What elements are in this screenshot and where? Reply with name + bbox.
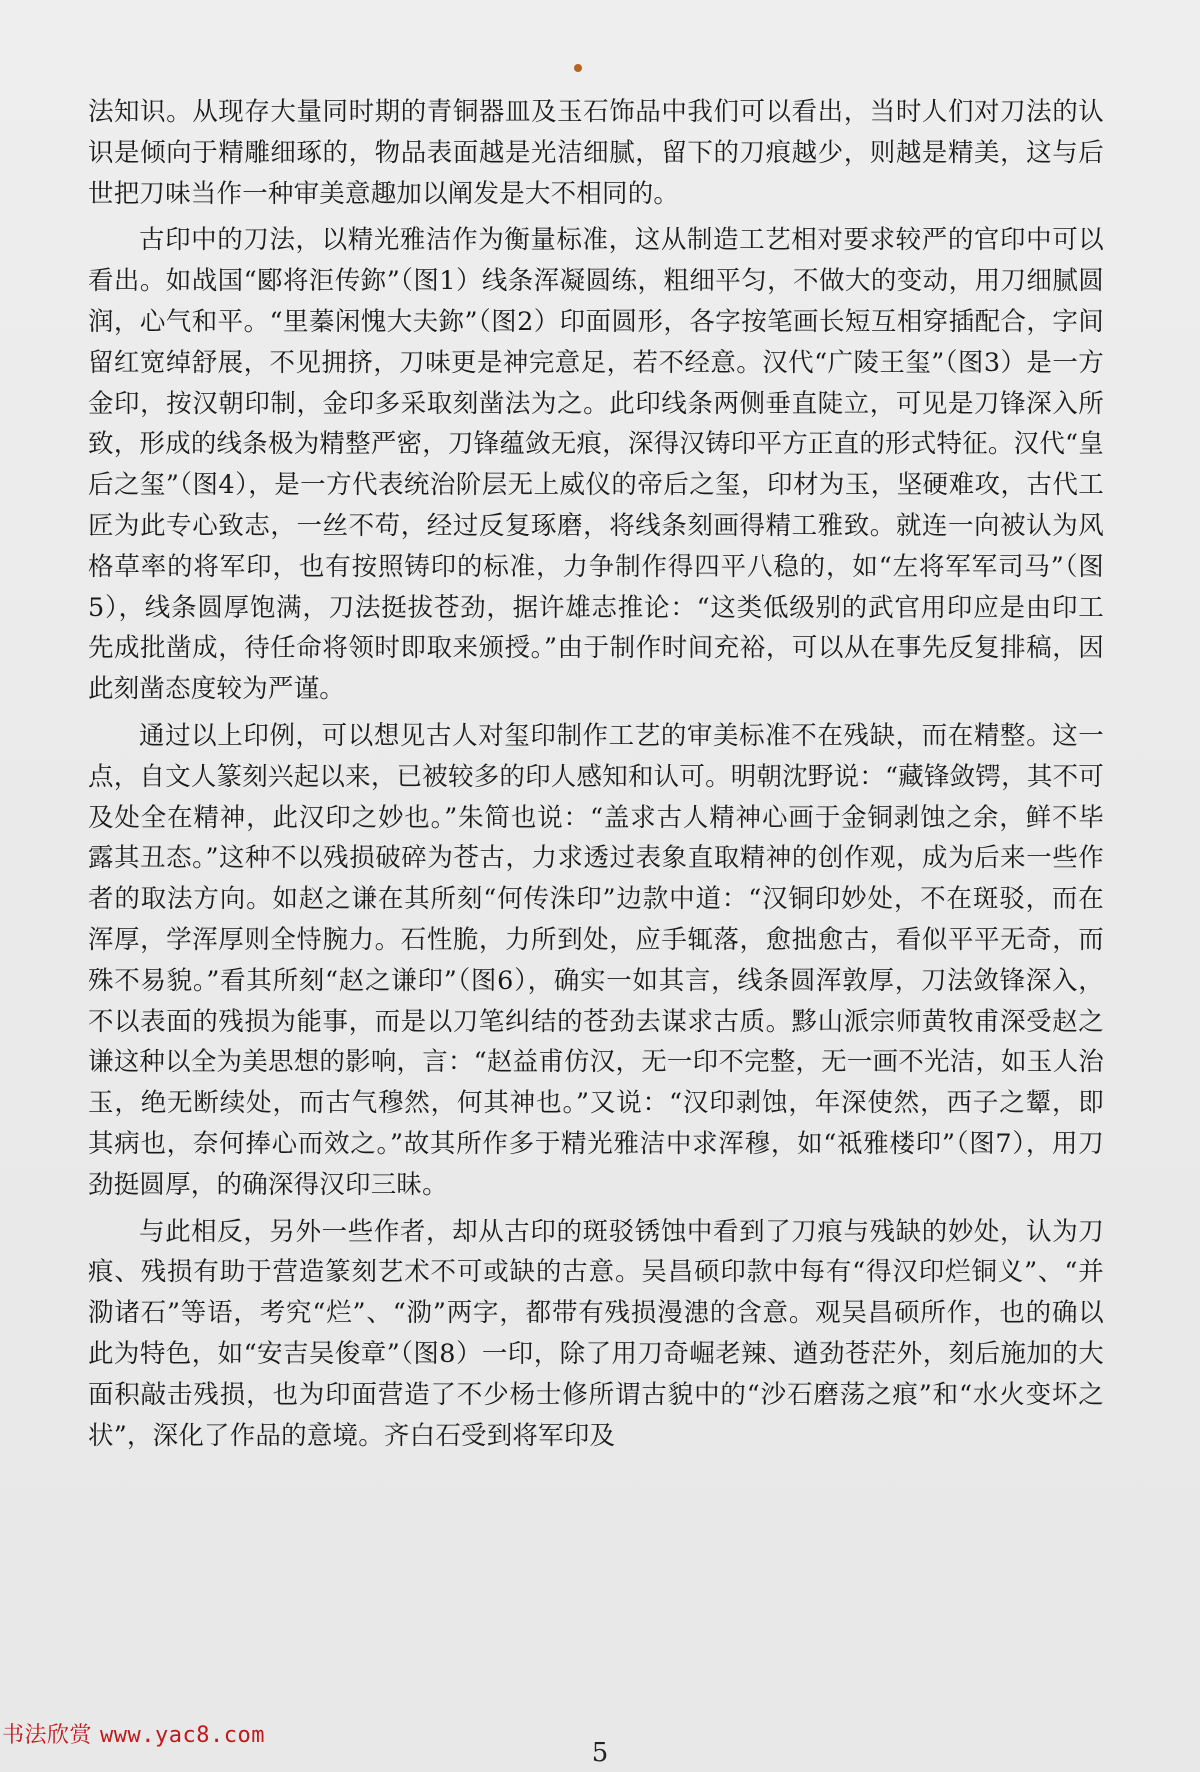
paragraph-4: 与此相反，另外一些作者，却从古印的斑驳锈蚀中看到了刀痕与残缺的妙处，认为刀痕、残损有助于营造篆刻艺术不可或缺的古意。吴昌硕印款中每有“得汉印烂铜义”、“并泐诸石”等语，考究“烂”、“泐”两字，都带有残损漫漶的含意。观吴昌硕所作，也的确以此为特色，如“安吉吴俊章”（图8）一印，除了用刀奇崛老辣、遒劲苍茫外，刻后施加的大面积敲击残损，也为印面营造了不少杨士修所谓古貌中的“沙石磨荡之痕”和“水火变坏之状”，深化了作品的意境。齐白石受到将军印及 [88,1216,1104,1451]
paragraph-3: 通过以上印例，可以想见古人对玺印制作工艺的审美标准不在残缺，而在精整。这一点，自文人篆刻兴起以来，已被较多的印人感知和认可。明朝沈野说：“藏锋敛锷，其不可及处全在精神，此汉印之妙也。”朱简也说：“盖求古人精神心画于金铜剥蚀之余，鲜不毕露其丑态。”这种不以残损破碎为苍古，力求透过表象直取精神的创作观，成为后来一些作者的取法方向。如赵之谦在其所刻“何传洙印”边款中道：“汉铜印妙处，不在斑驳，而在浑厚，学浑厚则全恃腕力。石性脆，力所到处，应手辄落，愈拙愈古，看似平平无奇，而殊不易貌。”看其所刻“赵之谦印”（图6），确实一如其言，线条圆浑敦厚，刀法敛锋深入，不以表面的残损为能事，而是以刀笔纠结的苍劲去谋求古质。黟山派宗师黄牧甫深受赵之谦这种以全为美思想的影响，言：“赵益甫仿汉，无一印不完整，无一画不光洁，如玉人治玉，绝无断续处，而古气穆然，何其神也。”又说：“汉印剥蚀，年深使然，西子之颦，即其病也，奈何捧心而效之。”故其所作多于精光雅洁中求浑穆，如“祗雅楼印”（图7），用刀劲挺圆厚，的确深得汉印三昧。 [88,720,1104,1200]
watermark-site-name: 书法欣赏 [2,1723,93,1748]
paragraph-1: 法知识。从现存大量同时期的青铜器皿及玉石饰品中我们可以看出，当时人们对刀法的认识是倾向于精雕细琢的，物品表面越是光洁细腻，留下的刀痕越少，则越是精美，这与后世把刀味当作一种审美意趣加以阐发是大不相同的。 [88,97,1104,209]
article-body [88,92,1104,1462]
watermark-url: www.yac8.com [100,1723,265,1748]
paragraph-2: 古印中的刀法，以精光雅洁作为衡量标准，这从制造工艺相对要求较严的官印中可以看出。如战国“郾将洰传鉨”（图1）线条浑凝圆练，粗细平匀，不做大的变动，用刀细腻圆润，心气和平。“里蓁闲愧大夫鉨”（图2）印面圆形，各字按笔画长短互相穿插配合，字间留红宽绰舒展，不见拥挤，刀味更是神完意足，若不经意。汉代“广陵王玺”（图3）是一方金印，按汉朝印制，金印多采取刻凿法为之。此印线条两侧垂直陡立，可见是刀锋深入所致，形成的线条极为精整严密，刀锋蕴敛无痕，深得汉铸印平方正直的形式特征。汉代“皇后之玺”（图4），是一方代表统治阶层无上威仪的帝后之玺，印材为玉，坚硬难攻，古代工匠为此专心致志，一丝不苟，经过反复琢磨，将线条刻画得精工雅致。就连一向被认为风格草率的将军印，也有按照铸印的标准，力争制作得四平八稳的，如“左将军军司马”（图5），线条圆厚饱满，刀法挺拔苍劲，据许雄志推论：“这类低级别的武官用印应是由印工先成批凿成，待任命将领时即取来颁授。”由于制作时间充裕，可以从在事先反复排稿，因此刻凿态度较为严谨。 [88,225,1104,705]
top-dot-mark [574,64,582,72]
page-number: 5 [591,1738,609,1768]
